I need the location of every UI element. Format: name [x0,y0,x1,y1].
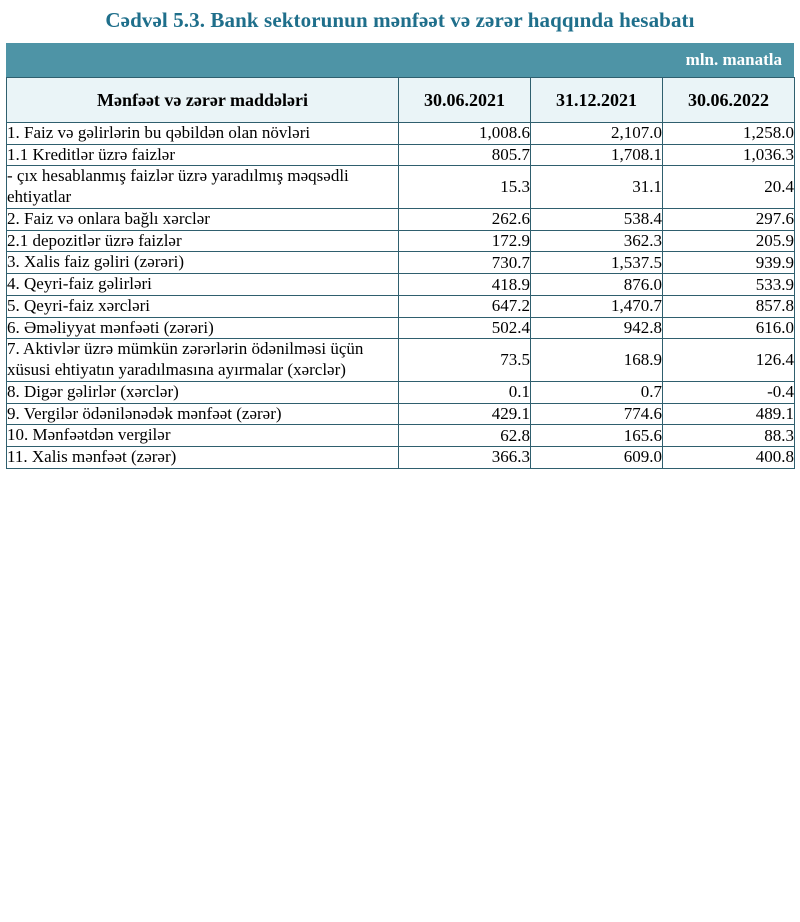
row-value: 502.4 [399,317,531,339]
row-value: 1,470.7 [531,295,663,317]
table-row [7,166,795,208]
row-label: 1. Faiz və gəlirlərin bu qəbildən olan növləri [7,123,399,145]
table-row [7,381,795,403]
table-row [7,295,795,317]
row-value: 533.9 [663,274,795,296]
row-value: 538.4 [531,208,663,230]
row-value: 366.3 [399,447,531,469]
table-header [7,78,795,123]
row-value: 647.2 [399,295,531,317]
row-label: 2.1 depozitlər üzrə faizlər [7,230,399,252]
table-header-row [7,78,795,123]
row-label: 8. Digər gəlirlər (xərclər) [7,381,399,403]
row-value: 126.4 [663,339,795,381]
row-value: 262.6 [399,208,531,230]
row-label: 10. Mənfəətdən vergilər [7,425,399,447]
row-value: 2,107.0 [531,123,663,145]
profit-loss-table [6,77,795,469]
row-label: 4. Qeyri-faiz gəlirləri [7,274,399,296]
row-value: 362.3 [531,230,663,252]
row-value: 805.7 [399,144,531,166]
row-value: 0.1 [399,381,531,403]
row-label: 7. Aktivlər üzrə mümkün zərərlərin ödənilməsi üçün xüsusi ehtiyatın yaradılmasına ayırmalar (xərclər) [7,339,399,381]
row-value: 205.9 [663,230,795,252]
row-value: 418.9 [399,274,531,296]
table-row [7,144,795,166]
row-value: 730.7 [399,252,531,274]
column-header-items: Mənfəət və zərər maddələri [7,78,399,123]
row-value: 297.6 [663,208,795,230]
row-label: 3. Xalis faiz gəliri (zərəri) [7,252,399,274]
row-value: 62.8 [399,425,531,447]
table-row [7,123,795,145]
table-row [7,317,795,339]
row-value: 1,008.6 [399,123,531,145]
column-header-date-1: 30.06.2021 [399,78,531,123]
row-value: 942.8 [531,317,663,339]
row-value: 609.0 [531,447,663,469]
row-value: 876.0 [531,274,663,296]
row-label: 5. Qeyri-faiz xərcləri [7,295,399,317]
table-body [7,123,795,469]
row-value: 73.5 [399,339,531,381]
column-header-date-2: 31.12.2021 [531,78,663,123]
row-value: 15.3 [399,166,531,208]
row-value: 939.9 [663,252,795,274]
row-value: 1,708.1 [531,144,663,166]
row-value: -0.4 [663,381,795,403]
row-value: 31.1 [531,166,663,208]
row-value: 0.7 [531,381,663,403]
row-value: 20.4 [663,166,795,208]
row-label: 11. Xalis mənfəət (zərər) [7,447,399,469]
table-row [7,425,795,447]
unit-note: mln. manatla [6,43,794,77]
page-title: Cədvəl 5.3. Bank sektorunun mənfəət və zərər haqqında hesabatı [105,8,695,32]
row-value: 1,537.5 [531,252,663,274]
row-value: 1,036.3 [663,144,795,166]
row-value: 429.1 [399,403,531,425]
row-label: - çıx hesablanmış faizlər üzrə yaradılmış məqsədli ehtiyatlar [7,166,399,208]
row-value: 88.3 [663,425,795,447]
table-row [7,447,795,469]
row-value: 489.1 [663,403,795,425]
table-row [7,339,795,381]
table-row [7,208,795,230]
column-header-date-3: 30.06.2022 [663,78,795,123]
row-label: 2. Faiz və onlara bağlı xərclər [7,208,399,230]
row-value: 1,258.0 [663,123,795,145]
table-row [7,252,795,274]
row-value: 774.6 [531,403,663,425]
row-label: 6. Əməliyyat mənfəəti (zərəri) [7,317,399,339]
row-value: 616.0 [663,317,795,339]
row-value: 165.6 [531,425,663,447]
row-value: 400.8 [663,447,795,469]
row-value: 172.9 [399,230,531,252]
row-value: 857.8 [663,295,795,317]
table-row [7,274,795,296]
row-value: 168.9 [531,339,663,381]
row-label: 1.1 Kreditlər üzrə faizlər [7,144,399,166]
table-row [7,403,795,425]
row-label: 9. Vergilər ödənilənədək mənfəət (zərər) [7,403,399,425]
table-row [7,230,795,252]
